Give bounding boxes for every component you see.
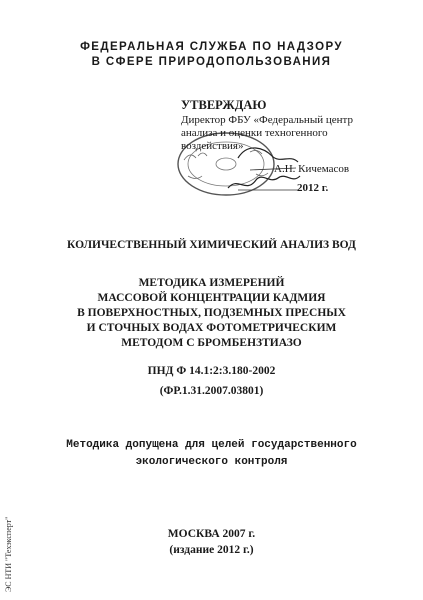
document-main-title: КОЛИЧЕСТВЕННЫЙ ХИМИЧЕСКИЙ АНАЛИЗ ВОД (67, 239, 356, 251)
document-code: ПНД Ф 14.1:2:3.180-2002 (147, 365, 276, 377)
signer-name: А.Н. Кичемасов (274, 163, 350, 175)
method-line-5: МЕТОДОМ С БРОМБЕНЗТИАЗО (121, 337, 302, 349)
city-year: МОСКВА 2007 г. (167, 528, 256, 540)
method-title (0, 276, 423, 351)
approval-text-line-3: воздействия» (181, 140, 244, 152)
registration-number: (ФР.1.31.2007.03801) (159, 385, 264, 397)
method-line-4: И СТОЧНЫХ ВОДАХ ФОТОМЕТРИЧЕСКИМ (86, 322, 337, 334)
admission-line-2: экологического контроля (135, 456, 288, 468)
approval-text (181, 114, 371, 153)
method-line-3: В ПОВЕРХНОСТНЫХ, ПОДЗЕМНЫХ ПРЕСНЫХ (77, 307, 346, 319)
edition-note: (издание 2012 г.) (169, 544, 254, 556)
agency-header (0, 40, 423, 70)
method-line-1: МЕТОДИКА ИЗМЕРЕНИЙ (138, 277, 285, 289)
agency-line-2: В СФЕРЕ ПРИРОДОПОЛЬЗОВАНИЯ (91, 56, 332, 68)
method-line-2: МАССОВОЙ КОНЦЕНТРАЦИИ КАДМИЯ (97, 292, 326, 304)
vertical-watermark-text: ЭС НТИ "Техэксперт" (4, 516, 13, 592)
approval-title: УТВЕРЖДАЮ (181, 98, 267, 112)
approval-text-line-2: анализа и оценки техногенного (181, 127, 328, 139)
agency-line-1: ФЕДЕРАЛЬНАЯ СЛУЖБА ПО НАДЗОРУ (80, 41, 343, 53)
approval-date-year: 2012 г. (297, 182, 329, 194)
admission-note (0, 437, 423, 471)
approval-text-line-1: Директор ФБУ «Федеральный центр (181, 114, 353, 126)
admission-line-1: Методика допущена для целей государственного (66, 439, 357, 451)
